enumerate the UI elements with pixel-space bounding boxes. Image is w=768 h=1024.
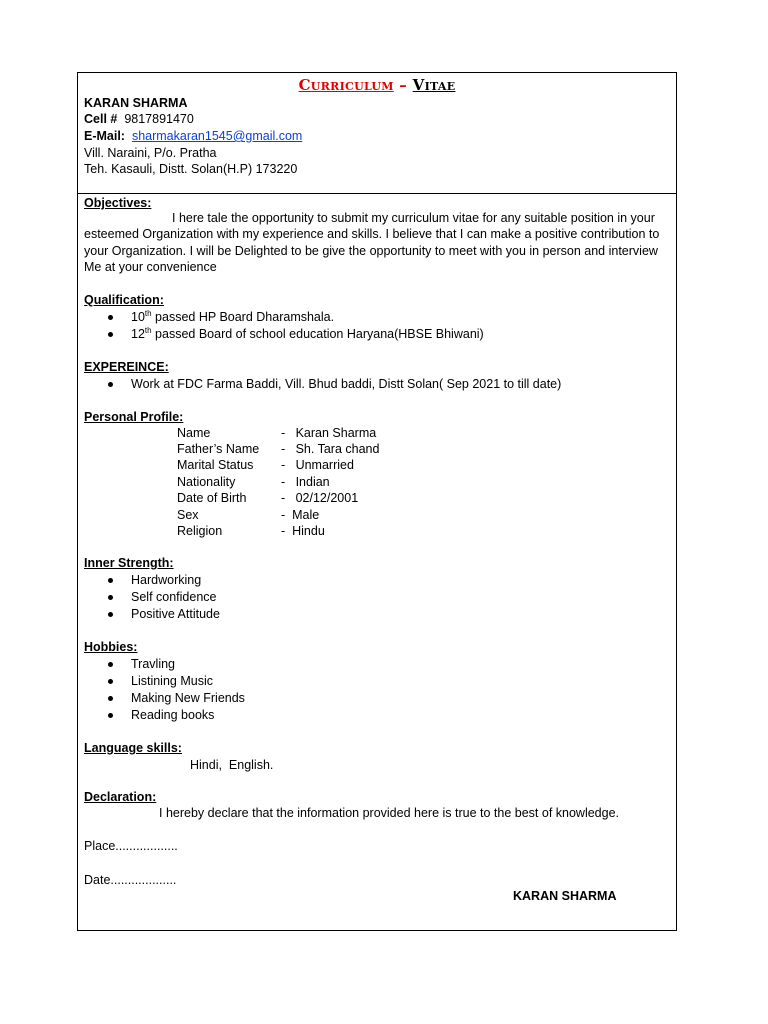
email-line: [84, 128, 302, 144]
title-part1: Curriculum: [298, 76, 394, 94]
inner-strength-heading: Inner Strength:: [84, 556, 174, 570]
profile-row: Nationality - Indian: [177, 475, 330, 489]
resume-page: [77, 72, 677, 931]
personal-profile-heading: Personal Profile:: [84, 410, 184, 424]
list-item: Travling: [84, 656, 245, 673]
address-line-2: Teh. Kasauli, Distt. Solan(H.P) 173220: [84, 162, 298, 176]
list-item: Work at FDC Farma Baddi, Vill. Bhud baddi, Distt Solan( Sep 2021 to till date): [84, 376, 561, 393]
objectives-text: [84, 210, 668, 276]
profile-row: Religion - Hindu: [177, 524, 325, 538]
objectives-heading: Objectives:: [84, 196, 152, 210]
profile-row: Father’s Name - Sh. Tara chand: [177, 442, 380, 456]
cell-label: Cell #: [84, 112, 118, 126]
title-part2: Vitae: [412, 76, 456, 94]
list-item: Making New Friends: [84, 690, 245, 707]
profile-row: Marital Status - Unmarried: [177, 458, 354, 472]
list-item: Self confidence: [84, 589, 220, 606]
hobbies-heading: Hobbies:: [84, 640, 138, 654]
resume-header: [78, 73, 676, 194]
title-dash: –: [393, 76, 413, 94]
experience-heading: EXPEREINCE:: [84, 360, 169, 374]
date-field: Date...................: [84, 873, 177, 887]
list-item: Hardworking: [84, 572, 220, 589]
list-item: 12th passed Board of school education Haryana(HBSE Bhiwani): [84, 326, 484, 343]
profile-row: Date of Birth - 02/12/2001: [177, 491, 359, 505]
cell-line: [84, 111, 194, 127]
cell-value: 9817891470: [124, 112, 194, 126]
list-item: Reading books: [84, 707, 245, 724]
email-label: E-Mail:: [84, 129, 125, 143]
profile-row: Name - Karan Sharma: [177, 426, 377, 440]
qualification-heading: Qualification:: [84, 293, 164, 307]
list-item: 10th passed HP Board Dharamshala.: [84, 309, 484, 326]
email-link[interactable]: sharmakaran1545@gmail.com: [131, 129, 303, 143]
profile-row: Sex - Male: [177, 508, 320, 522]
qualification-list: [84, 309, 484, 343]
declaration-heading: Declaration:: [84, 790, 157, 804]
objectives-body: I here tale the opportunity to submit my curriculum vitae for any suitable position in your esteemed Organization with my experience and skills. I believe that I can make a positive contribution to your Organization. I will be Delighted to be give the opportunity to meet with you in person and interview Me at your convenience: [84, 211, 660, 275]
experience-list: [84, 376, 561, 393]
signature-name: KARAN SHARMA: [513, 889, 617, 903]
place-field: Place..................: [84, 839, 178, 853]
candidate-name: KARAN SHARMA: [84, 96, 188, 110]
language-skills-text: Hindi, English.: [190, 758, 274, 772]
declaration-text: I hereby declare that the information provided here is true to the best of knowledge.: [159, 806, 619, 820]
list-item: Listining Music: [84, 673, 245, 690]
inner-strength-list: [84, 572, 220, 623]
page-title: [78, 76, 676, 94]
list-item: Positive Attitude: [84, 606, 220, 623]
hobbies-list: [84, 656, 245, 724]
language-skills-heading: Language skills:: [84, 741, 182, 755]
address-line-1: Vill. Naraini, P/o. Pratha: [84, 146, 217, 160]
